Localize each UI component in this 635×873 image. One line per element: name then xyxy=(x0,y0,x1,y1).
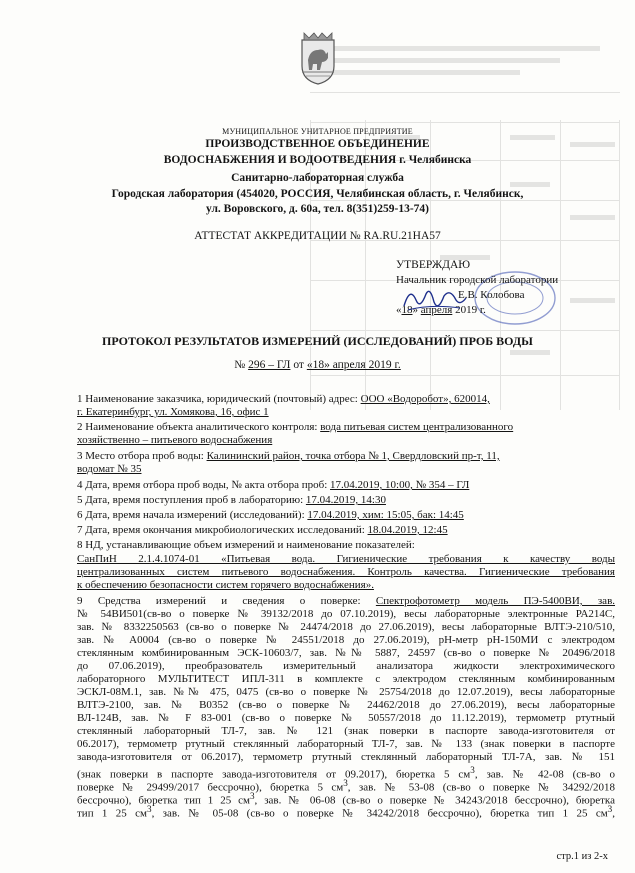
item-8: 8 НД, устанавливающие объем измерений и наименование показателей: xyxy=(77,539,415,551)
approval-day: 18 xyxy=(401,304,413,316)
item-5: 5 Дата, время поступления проб в лабораторию: 17.04.2019, 14:30 xyxy=(77,494,386,506)
approval-heading: УТВЕРЖДАЮ xyxy=(396,259,471,271)
city-emblem-icon xyxy=(296,30,340,86)
item-8-nd-3: к обеспечению безопасности систем горячего водоснабжения». xyxy=(77,579,374,591)
item-9: 9 Средства измерений и сведения о поверке: Спектрофотометр модель ПЭ-5400ВИ, зав. xyxy=(77,595,616,607)
item-9-line-8: ЭСКЛ-08М.1, зав. №№ 475, 0475 (св-во о поверке № 25754/2018 до 12.07.2019), весы лабораторные xyxy=(77,686,615,698)
item-9-line-15: поверке № 29499/2017 бессрочно), бюретка 5 $см^3$, зав. № 53-08 (св-во о поверке № 34292/2018 xyxy=(77,778,615,794)
item-9-line-3: зав. № 8332250563 (св-во о поверке № 24474/2018 до 27.06.2019), весы лабораторные ВЛТЭ-210/510, xyxy=(77,621,615,633)
item-9-line-6: до 07.06.2019), преобразователь измерительный анализатора жидкости электрохимического xyxy=(77,660,615,672)
approval-date: «18» апреля 2019 г. xyxy=(396,304,486,316)
item-2: 2 Наименование объекта аналитического контроля: вода питьевая систем централизованного xyxy=(77,421,514,433)
org-name-line-2: ВОДОСНАБЖЕНИЯ И ВОДООТВЕДЕНИЯ г. Челябинска xyxy=(163,154,472,166)
item-9-line-12: 06.2017), термометр ртутный стеклянный лабораторный ТЛ-7, зав. № 133 (знак поверки в паспорте xyxy=(77,738,615,750)
protocol-number: № 296 – ГЛ от «18» апреля 2019 г. xyxy=(234,359,401,371)
item-1-cont: г. Екатеринбург, ул. Хомякова, 16, офис 1 xyxy=(77,406,269,418)
item-9-line-9: ВЛТЭ-2100, зав. № В0352 (св-во о поверке № 24462/2018 до 27.06.2019), весы лабораторные xyxy=(77,699,615,711)
item-9-line-5: стеклянным комбинированным ЭСК-10603/7, зав. №№ 5887, 24597 (св-во о поверке № 20496/2018 xyxy=(77,647,615,659)
item-9-line-14: (знак поверки в паспорте завода-изготовителя от 09.2017), бюретка 5 $см^3$, зав. № 42-08 (св-во о xyxy=(77,765,615,781)
item-9-line-4: зав. № А0004 (св-во о поверке № 24551/2018 до 27.06.2019), рН-метр рН-150МИ с электродом xyxy=(77,634,615,646)
item-8-nd-2: централизованных систем питьевого водоснабжения. Контроль качества. Гигиенические требования xyxy=(77,566,615,578)
item-7: 7 Дата, время окончания микробиологических исследований: 18.04.2019, 12:45 xyxy=(77,524,448,536)
accreditation-certificate: АТТЕСТАТ АККРЕДИТАЦИИ № RA.RU.21HA57 xyxy=(194,230,441,242)
approval-month: апреля xyxy=(420,304,453,316)
item-9-line-17: тип 1 25 $см^3$, зав. № 05-08 (св-во о поверке № 34242/2018 бессрочно), бюретка тип 1 25 $см^3$, xyxy=(77,804,615,820)
approval-position: Начальник городской лаборатории xyxy=(396,274,559,286)
item-9-line-7: лабораторного МУЛЬТИТЕСТ ИПЛ-311 в комплекте с электродом стеклянным комбинированным xyxy=(77,673,615,685)
reverse-side-bleed xyxy=(310,30,620,410)
item-1: 1 Наименование заказчика, юридический (почтовый) адрес: ООО «Водоробот», 620014, xyxy=(77,393,490,405)
item-9-line-10: ВЛ-124В, зав. № F 83-001 (св-во о поверке № 50557/2018 до 11.12.2019), термометр ртутный xyxy=(77,712,615,724)
item-4: 4 Дата, время отбора проб воды, № акта отбора проб: 17.04.2019, 10:00, № 354 – ГЛ xyxy=(77,479,470,491)
signatory-name: Е.В. Колобова xyxy=(458,289,525,301)
org-name-line-1: ПРОИЗВОДСТВЕННОЕ ОБЪЕДИНЕНИЕ xyxy=(205,138,430,150)
protocol-number-value: 296 – ГЛ xyxy=(248,359,291,371)
item-9-line-13: завода-изготовителя от 06.2017), термометр ртутный стеклянный лабораторный ТЛ-7А, зав. № 151 xyxy=(77,751,615,763)
item-6: 6 Дата, время начала измерений (исследований): 17.04.2019, хим: 15:05, бак: 14:45 xyxy=(77,509,464,521)
item-9-line-2: № 54ВИ501(св-во о поверке № 39132/2018 до 07.10.2019), весы лабораторные электронные РА214С, xyxy=(77,608,615,620)
protocol-date: «18» апреля 2019 г. xyxy=(306,359,401,371)
org-address-line-1: Городская лаборатория (454020, РОССИЯ, Челябинская область, г. Челябинск, xyxy=(111,188,524,200)
page-number: стр.1 из 2-х xyxy=(556,851,608,862)
org-address-line-2: ул. Воровского, д. 60а, тел. 8(351)259-13-74) xyxy=(206,203,429,215)
item-3: 3 Место отбора проб воды: Калининский район, точка отбора № 1, Свердловский пр-т, 11, xyxy=(77,450,500,462)
org-type: МУНИЦИПАЛЬНОЕ УНИТАРНОЕ ПРЕДПРИЯТИЕ xyxy=(222,127,413,136)
item-2-cont: хозяйственно – питьевого водоснабжения xyxy=(77,434,273,446)
org-service: Санитарно-лабораторная служба xyxy=(231,172,404,184)
item-8-nd-1: СанПиН 2.1.4.1074-01 «Питьевая вода. Гигиенические требования к качеству воды xyxy=(77,553,615,565)
item-9-line-11: стеклянный лабораторный ТЛ-7, зав. № 121 (знак поверки в паспорте завода-изготовителя от xyxy=(77,725,615,737)
document-title: ПРОТОКОЛ РЕЗУЛЬТАТОВ ИЗМЕРЕНИЙ (ИССЛЕДОВАНИЙ) ПРОБ ВОДЫ xyxy=(102,334,533,348)
item-9-line-16: бессрочно), бюретка тип 1 25 $см^3$, зав. № 06-08 (св-во о поверке № 34243/2018 бессрочно), бюретка xyxy=(77,791,615,807)
signature-icon xyxy=(400,280,470,320)
item-3-cont: водомат № 35 xyxy=(77,463,142,475)
